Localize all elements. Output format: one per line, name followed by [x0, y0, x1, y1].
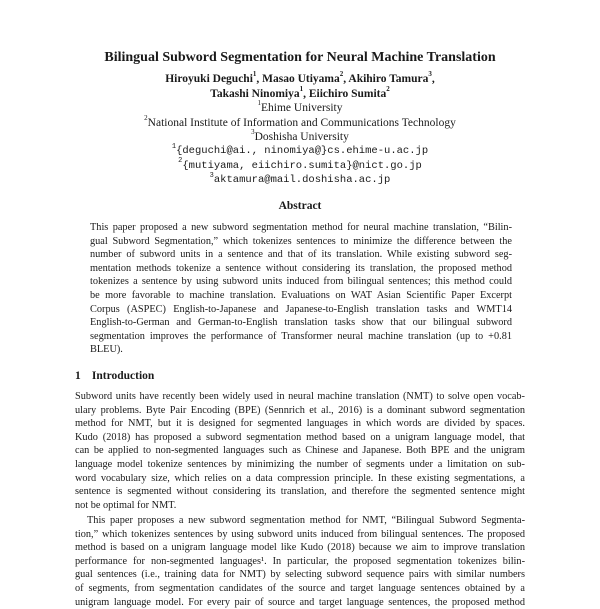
email-address: $^3$aktamura@mail.doshisha.ac.jp [209, 171, 391, 186]
affiliation-list [0, 101, 600, 145]
body-line: unigram language model. For every pair of source and target language sentences, the proposed method [75, 596, 525, 608]
section-heading-introduction [75, 369, 154, 383]
body-line: This paper proposes a new subword segmentation method for NMT, “Bilingual Subword Segmenta- [87, 515, 525, 526]
abstract-line: number of subword units in a sentence and that of its translation. While existing subword seg- [90, 249, 512, 261]
body-line: language model tokenize sentences by minimizing the number of segments under a limitation on sub- [75, 458, 525, 470]
author-name: Takashi Ninomiya [210, 88, 300, 100]
body-line: performance for non-segmented languages¹. In particular, the proposed segmentation tokenizes bilin- [75, 555, 525, 567]
body-line: method is based on a unigram language model like Kudo (2018) because we aim to improve translation [75, 542, 525, 554]
author-affil-mark: 2 [386, 85, 390, 94]
body-line: sentence is segmented without considering its translation, and therefore the segmented sentence might [75, 486, 525, 498]
abstract-heading: Abstract [278, 200, 322, 212]
body-line: ulary problems. Byte Pair Encoding (BPE) (Sennrich et al., 2016) is a dominant subword segmentation [75, 404, 525, 416]
author-affil-mark: 2 [339, 70, 344, 79]
author-line-1: Hiroyuki Deguchi$^1$, Masao Utiyama$^2$, Akihiro Tamura$^3$, [165, 70, 435, 85]
author-list [0, 72, 600, 102]
abstract-line: Corpus (ASPEC) English-to-Japanese and Japanese-to-English translation tasks and WMT14 [90, 303, 512, 315]
abstract-line: BLEU). [90, 344, 123, 356]
abstract-line: mentation methods tokenize a sentence without considering its translation, the proposed method [90, 262, 512, 274]
abstract-line: This paper proposed a new subword segmentation method for neural machine translation, “Bilin- [90, 222, 512, 233]
author-affil-mark: 1 [299, 85, 304, 94]
abstract-line: tokenizes a sentence by using subword units induced from bilingual sentences; this method could [90, 276, 512, 288]
section-number: 1 [75, 370, 81, 382]
abstract-line: be more favorable to machine translation. Evaluations on WAT Asian Scientific Paper Excerpt [90, 289, 512, 301]
body-line: not be optimal for NMT. [75, 499, 177, 511]
body-line: Kudo (2018) has proposed a subword segmentation method based on a unigram language model, that [75, 431, 525, 443]
email-address: $^1${deguchi@ai., ninomiya@}cs.ehime-u.ac.jp [171, 142, 429, 157]
email-address: $^2${mutiyama, eiichiro.sumita}@nict.go.jp [178, 157, 422, 172]
affiliation: $^1$Ehime University [257, 99, 343, 114]
abstract-line: English-to-German and German-to-English translation tasks show that our bilingual subword [90, 317, 512, 329]
email-list [0, 144, 600, 188]
author-name: Masao Utiyama [262, 73, 340, 85]
author-line-2: Takashi Ninomiya$^1$, Eiichiro Sumita$^2$ [210, 85, 390, 100]
intro-paragraph-1 [75, 390, 525, 512]
body-line: Subword units have recently been widely used in neural machine translation (NMT) to solve open vocab- [75, 391, 525, 402]
abstract-line: gual Subword Segmentation,” which tokenizes sentences to minimize the difference between the [90, 235, 512, 247]
body-line: tion,” which tokenizes sentences by using subword units induced from bilingual sentences. The proposed [75, 528, 525, 540]
section-title: Introduction [91, 370, 155, 382]
author-name: Hiroyuki Deguchi [165, 73, 253, 85]
affiliation: $^3$Doshisha University [251, 128, 349, 143]
author-name: Eiichiro Sumita [308, 88, 387, 100]
paper-title: Bilingual Subword Segmentation for Neural Machine Translation [104, 50, 496, 65]
body-line: of segments, from segmentation candidates of the source and target language sentences obtained by a [75, 582, 525, 594]
author-affil-mark: 1 [252, 70, 257, 79]
abstract-line: segmentation improves the performance of Transformer neural machine translation (up to +0.81 [90, 330, 512, 342]
body-line: gual sentences (i.e., training data for NMT) by selecting subword sequence pairs with similar numbers [75, 569, 525, 581]
abstract-body [90, 221, 512, 357]
author-affil-mark: 3 [428, 70, 432, 79]
author-name: Akihiro Tamura [348, 73, 429, 85]
intro-paragraph-2 [75, 514, 525, 609]
body-line: method for NMT, but it is designed for segmented languages in which words are divided by spaces. [75, 418, 525, 430]
body-line: word vocabulary size, which relies on a data compression principle. In these existing segmentations, a [75, 472, 525, 484]
affiliation: $^2$National Institute of Information and Communications Technology [144, 113, 456, 129]
body-line: can be applied to non-segmented languages such as Chinese and Japanese. Both BPE and the unigram [75, 445, 525, 457]
